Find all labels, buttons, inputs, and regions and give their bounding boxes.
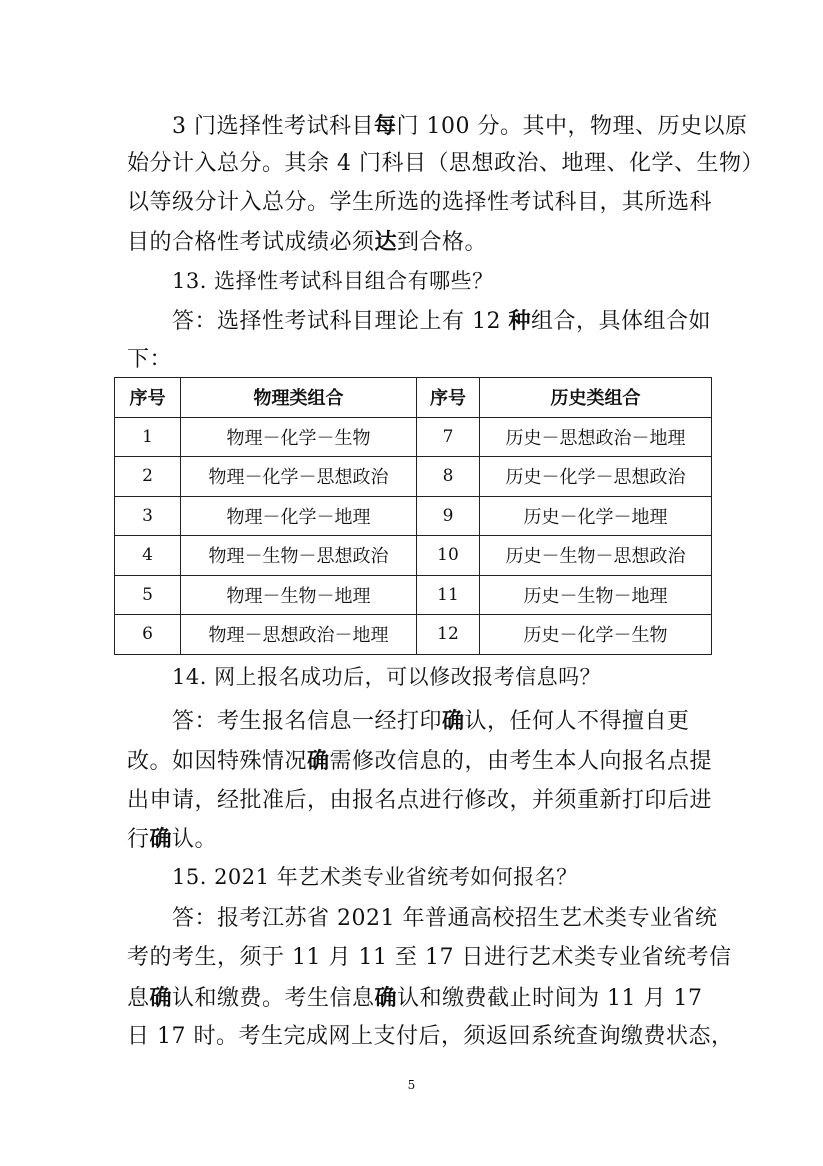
paragraph-line: 目的合格性考试成绩必须达到合格。 [127, 229, 488, 255]
answer-line: 改。如因特殊情况确需修改信息的，由考生本人向报名点提 [127, 748, 713, 774]
column-header: 历史类组合 [480, 378, 712, 418]
answer-line: 出申请，经批准后，由报名点进行修改，并须重新打印后进 [127, 788, 713, 813]
physics-combination: 物理－生物－地理 [181, 575, 417, 615]
question-number: 15. 2021 [172, 865, 270, 889]
answer-line: 答：考生报名信息一经打印确认，任何人不得擅自更 [172, 708, 690, 734]
answer-line: 日 17 时。考生完成网上支付后，须返回系统查询缴费状态， [127, 1024, 734, 1049]
row-number: 9 [417, 496, 480, 536]
column-header: 物理类组合 [181, 378, 417, 418]
row-number: 5 [115, 575, 181, 615]
row-number: 6 [115, 615, 181, 655]
paragraph-line: 以等级分计入总分。学生所选的选择性考试科目，其所选科 [127, 190, 713, 215]
row-number: 3 [115, 496, 181, 536]
question-title: 选择性考试科目组合有哪些？ [214, 269, 494, 293]
paragraph-line: 始分计入总分。其余 4 门科目（思想政治、地理、化学、生物） [127, 151, 764, 176]
row-number: 4 [115, 536, 181, 576]
answer-line: 答：报考江苏省 2021 年普通高校招生艺术类专业省统 [172, 906, 718, 931]
row-number: 7 [417, 417, 480, 457]
answer-line: 行确认。 [127, 826, 218, 852]
answer-line: 息确认和缴费。考生信息确认和缴费截止时间为 11 月 17 [127, 985, 703, 1011]
subject-combinations-table [114, 377, 712, 655]
row-number: 2 [115, 457, 181, 497]
question-number: 14. [172, 665, 207, 689]
table-header-row [115, 378, 712, 418]
question-15-heading [172, 862, 578, 892]
page-number: 5 [407, 1078, 416, 1092]
row-number: 11 [417, 575, 480, 615]
physics-combination: 物理－化学－思想政治 [181, 457, 417, 497]
table-row [115, 496, 712, 536]
table-row [115, 457, 712, 497]
physics-combination: 物理－生物－思想政治 [181, 536, 417, 576]
row-number: 12 [417, 615, 480, 655]
history-combination: 历史－思想政治－地理 [480, 417, 712, 457]
physics-combination: 物理－化学－生物 [181, 417, 417, 457]
row-number: 1 [115, 417, 181, 457]
row-number: 10 [417, 536, 480, 576]
column-header: 序号 [417, 378, 480, 418]
answer-line: 下： [127, 347, 173, 372]
question-14-heading [172, 662, 601, 692]
table-row [115, 536, 712, 576]
table-row [115, 615, 712, 655]
answer-line: 答：选择性考试科目理论上有 12 种组合，具体组合如 [172, 308, 712, 334]
history-combination: 历史－生物－地理 [480, 575, 712, 615]
column-header: 序号 [115, 378, 181, 418]
history-combination: 历史－化学－地理 [480, 496, 712, 536]
table-row [115, 417, 712, 457]
question-title: 网上报名成功后，可以修改报考信息吗？ [214, 665, 602, 689]
history-combination: 历史－化学－思想政治 [480, 457, 712, 497]
history-combination: 历史－化学－生物 [480, 615, 712, 655]
question-number: 13. [172, 269, 207, 293]
row-number: 8 [417, 457, 480, 497]
question-title: 年艺术类专业省统考如何报名？ [276, 865, 578, 889]
question-13-heading [172, 266, 494, 296]
physics-combination: 物理－思想政治－地理 [181, 615, 417, 655]
history-combination: 历史－生物－思想政治 [480, 536, 712, 576]
paragraph-line: 3 门选择性考试科目每门 100 分。其中，物理、历史以原 [172, 113, 748, 139]
table-row [115, 575, 712, 615]
answer-line: 考的考生，须于 11 月 11 至 17 日进行艺术类专业省统考信 [127, 945, 732, 970]
physics-combination: 物理－化学－地理 [181, 496, 417, 536]
